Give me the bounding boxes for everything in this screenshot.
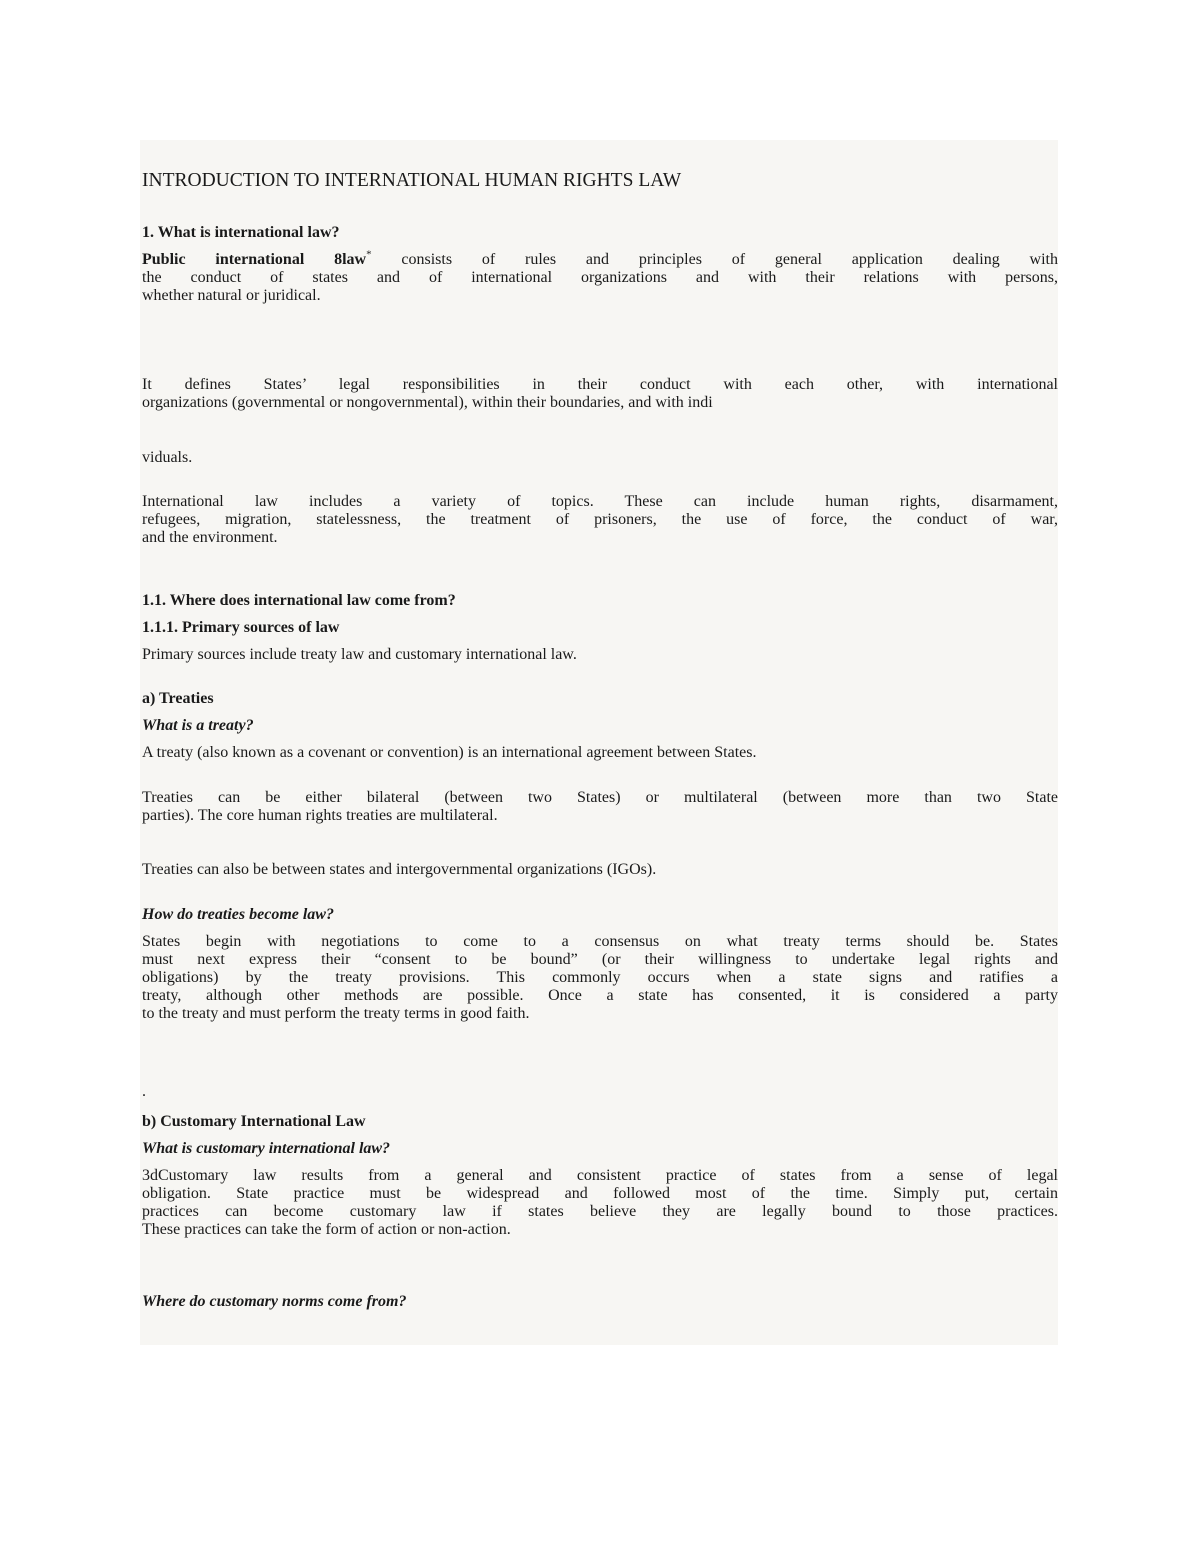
- paragraph-line: parties). The core human rights treaties are multilateral.: [142, 807, 498, 824]
- paragraph-text: consists of rules and principles of general application dealing with: [371, 251, 1059, 268]
- paragraph-line-individuals: viduals.: [142, 449, 193, 466]
- subsection-heading-primary-sources: 1.1.1. Primary sources of law: [142, 619, 340, 636]
- question-what-is-customary-law: What is customary international law?: [142, 1140, 391, 1157]
- paragraph-line: treaty, although other methods are possible. Once a state has consented, it is considered a party: [142, 987, 1058, 1004]
- term-public-international-law: Public international 8law: [142, 251, 367, 268]
- paragraph-igos: Treaties can also be between states and intergovernmental organizations (IGOs).: [142, 861, 657, 878]
- paragraph-treaty-process: [142, 933, 1058, 1023]
- paragraph-line: obligation. State practice must be widespread and followed most of the time. Simply put, certain: [142, 1185, 1058, 1202]
- paragraph-line: organizations (governmental or nongovernmental), within their boundaries, and with indi: [142, 394, 713, 411]
- paragraph-line: States begin with negotiations to come to a consensus on what treaty terms should be. States: [142, 933, 1058, 950]
- paragraph-line: must next express their “consent to be bound” (or their willingness to undertake legal rights and: [142, 951, 1058, 968]
- paragraph-primary-sources: Primary sources include treaty law and customary international law.: [142, 646, 577, 663]
- section-heading-sources: 1.1. Where does international law come from?: [142, 592, 456, 609]
- paragraph-public-international-law: [142, 248, 1059, 305]
- paragraph-treaty-definition: A treaty (also known as a covenant or convention) is an international agreement between States.: [142, 744, 757, 761]
- footnote-marker: *: [366, 248, 372, 261]
- paragraph-line: Treaties can be either bilateral (between two States) or multilateral (between more than two State: [142, 789, 1058, 806]
- question-what-is-treaty: What is a treaty?: [142, 717, 254, 734]
- paragraph-topics: [142, 493, 1058, 547]
- heading-customary-international-law: b) Customary International Law: [142, 1113, 366, 1130]
- paragraph-line: International law includes a variety of topics. These can include human rights, disarmament,: [142, 493, 1058, 510]
- paragraph-line: to the treaty and must perform the treaty terms in good faith.: [142, 1005, 530, 1022]
- paragraph-line: These practices can take the form of action or non-action.: [142, 1221, 511, 1238]
- paragraph-line: refugees, migration, statelessness, the treatment of prisoners, the use of force, the conduct of war,: [142, 511, 1058, 528]
- paragraph-customary-definition: [142, 1167, 1058, 1239]
- paragraph-line: It defines States’ legal responsibilities in their conduct with each other, with international: [142, 376, 1058, 393]
- paragraph-states-responsibilities: [142, 376, 1058, 412]
- paragraph-line: obligations) by the treaty provisions. This commonly occurs when a state signs and ratifies a: [142, 969, 1058, 986]
- heading-treaties: a) Treaties: [142, 690, 214, 707]
- paragraph-line: the conduct of states and of international organizations and with their relations with persons,: [142, 269, 1058, 286]
- paragraph-bilateral-multilateral: [142, 789, 1058, 825]
- question-how-treaties-become-law: How do treaties become law?: [142, 906, 334, 923]
- section-heading-what-is-international-law: 1. What is international law?: [142, 224, 340, 241]
- document-title: INTRODUCTION TO INTERNATIONAL HUMAN RIGHTS LAW: [142, 170, 682, 191]
- paragraph-line: practices can become customary law if states believe they are legally bound to those practices.: [142, 1203, 1058, 1220]
- document-page: [140, 140, 1058, 1345]
- question-where-customary-norms-from: Where do customary norms come from?: [142, 1293, 407, 1310]
- stray-dot: .: [142, 1083, 146, 1100]
- paragraph-line: and the environment.: [142, 529, 278, 546]
- paragraph-line: [142, 248, 1059, 269]
- paragraph-line: whether natural or juridical.: [142, 287, 321, 304]
- paragraph-line: 3dCustomary law results from a general and consistent practice of states from a sense of legal: [142, 1167, 1058, 1184]
